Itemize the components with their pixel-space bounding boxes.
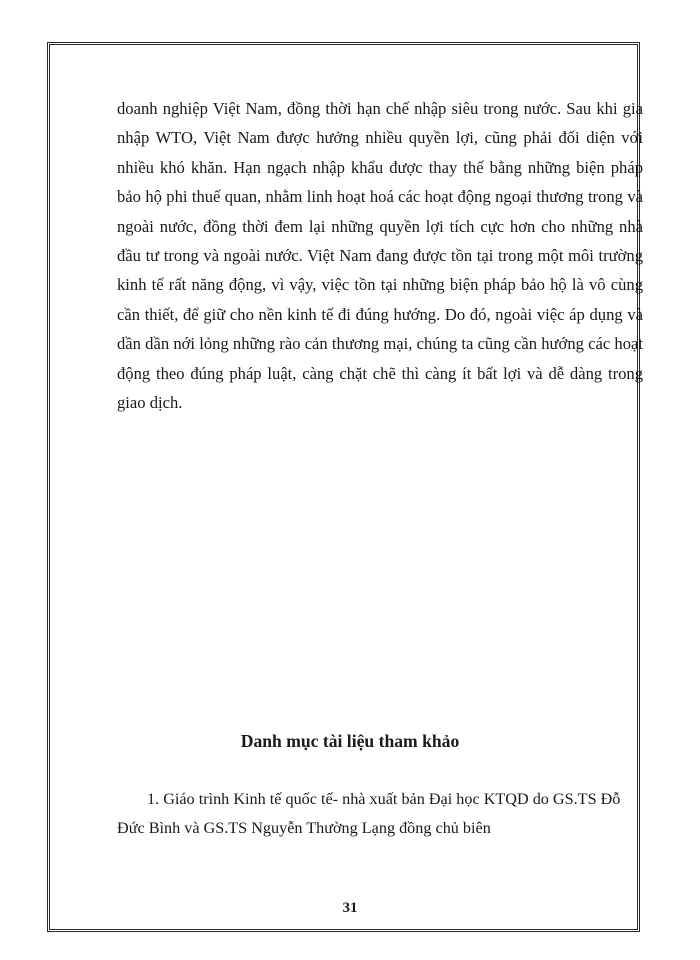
body-paragraph: doanh nghiệp Việt Nam, đồng thời hạn chế nhập siêu trong nước. Sau khi gia nhập WTO, Việt Nam được hưởng nhiều quyền lợi, cũng phải đối diện với nhiều khó khăn. Hạn ngạch nhập khẩu được thay thế bằng những biện pháp bảo hộ phi thuế quan, nhằm linh hoạt hoá các hoạt động ngoại thương trong và ngoài nước, đồng thời đem lại những quyền lợi tích cực hơn cho những nhà đầu tư trong và ngoài nước. Việt Nam đang được tồn tại trong một môi trường kinh tế rất năng động, vì vậy, việc tồn tại những biện pháp bảo hộ là vô cùng cần thiết, để giữ cho nền kinh tế đi đúng hướng. Do đó, ngoài việc áp dụng và dần dần nới lỏng những rào cản thương mại, chúng ta cũng cần hướng các hoạt động theo đúng pháp luật, càng chặt chẽ thì càng ít bất lợi và dễ dàng trong giao dịch. <box>117 99 643 413</box>
reference-item: 1. Giáo trình Kinh tế quốc tế- nhà xuất bản Đại học KTQD do GS.TS Đỗ Đức Bình và GS.TS Nguyễn Thường Lạng đồng chủ biên <box>117 790 621 838</box>
references-heading: Danh mục tài liệu tham khảo <box>240 731 460 751</box>
page-number: 31 <box>342 900 358 916</box>
references-list <box>117 785 643 844</box>
